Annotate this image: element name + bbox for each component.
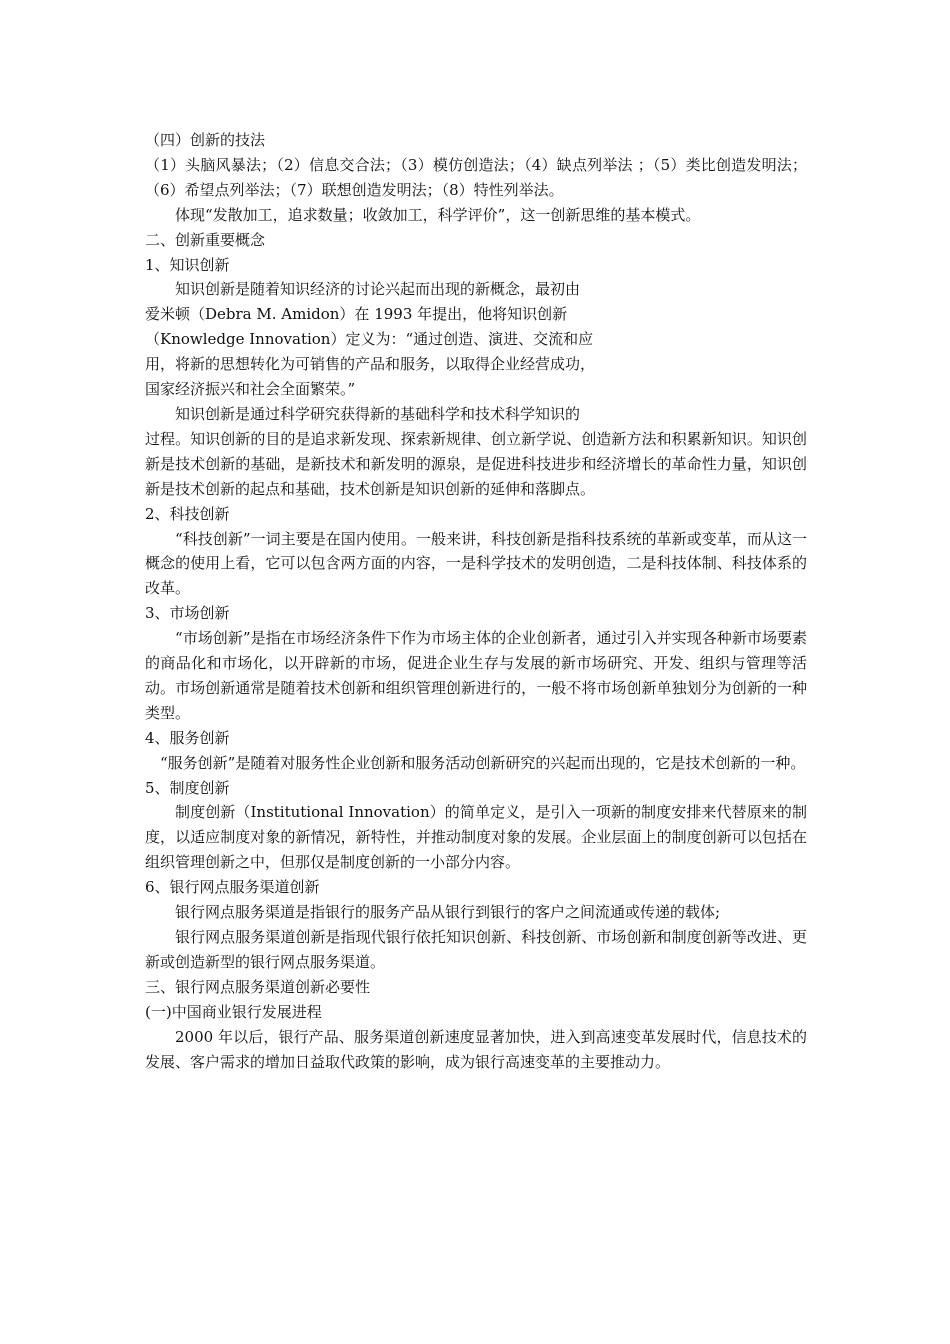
knowledge-para1-line5: 国家经济振兴和社会全面繁荣。”	[145, 380, 356, 399]
tech-innovation-para: “科技创新”一词主要是在国内使用。一般来讲，科技创新是指科技系统的革新或变革，而从这一概念的使用上看，它可以包含两方面的内容，一是科学技术的发明创造，二是科技体制、科技体系的改革。	[145, 529, 807, 598]
subheading-bank-history: (一)中国商业银行发展进程	[145, 1002, 322, 1021]
channel-innovation-para1: 银行网点服务渠道是指银行的服务产品从银行到银行的客户之间流通或传递的载体;	[175, 903, 721, 922]
document-body	[145, 128, 807, 1074]
subheading-knowledge-innovation: 1、知识创新	[145, 255, 230, 274]
channel-innovation-para2: 银行网点服务渠道创新是指现代银行依托知识创新、科技创新、市场创新和制度创新等改进、更新或创造新型的银行网点服务渠道。	[145, 928, 807, 971]
subheading-tech-innovation: 2、科技创新	[145, 504, 230, 523]
knowledge-para1-line4: 用，将新的思想转化为可销售的产品和服务，以取得企业经营成功，	[145, 355, 596, 374]
bank-history-para: 2000 年以后，银行产品、服务渠道创新速度显著加快，进入到高速变革发展时代，信息技术的发展、客户需求的增加日益取代政策的影响，成为银行高速变革的主要推动力。	[145, 1027, 807, 1071]
knowledge-para1-line2: 爱米顿（Debra M. Amidon）在 1993 年提出，他将知识创新	[145, 305, 568, 324]
market-innovation-para: “市场创新”是指在市场经济条件下作为市场主体的企业创新者，通过引入并实现各种新市场要素的商品化和市场化，以开辟新的市场，促进企业生存与发展的新市场研究、开发、组织与管理等活动。市场创新通常是随着技术创新和组织管理创新进行的，一般不将市场创新单独划分为创新的一种类型。	[145, 629, 807, 722]
techniques-summary: 体现“发散加工，追求数量；收敛加工，科学评价”，这一创新思维的基本模式。	[175, 205, 701, 224]
subheading-market-innovation: 3、市场创新	[145, 604, 230, 623]
section-heading-techniques: （四）创新的技法	[145, 131, 266, 149]
knowledge-para1-line1: 知识创新是随着知识经济的讨论兴起而出现的新概念，最初由	[175, 280, 581, 299]
knowledge-para1-line3: （Knowledge Innovation）定义为：“通过创造、演进、交流和应	[145, 330, 594, 349]
part-heading-concepts: 二、创新重要概念	[145, 230, 266, 249]
techniques-list: （1）头脑风暴法；（2）信息交合法；（3）模仿创造法；（4）缺点列举法 ；（5）类比创造发明法；（6）希望点列举法；（7）联想创造发明法；（8）特性列举法。	[145, 155, 807, 199]
knowledge-para2-line1: 知识创新是通过科学研究获得新的基础科学和技术科学知识的	[175, 404, 581, 423]
subheading-channel-innovation: 6、银行网点服务渠道创新	[145, 878, 320, 897]
knowledge-para2-rest: 过程。知识创新的目的是追求新发现、探索新规律、创立新学说、创造新方法和积累新知识。知识创新是技术创新的基础，是新技术和新发明的源泉，是促进科技进步和经济增长的革命性力量，知识创新是技术创新的起点和基础，技术创新是知识创新的延伸和落脚点。	[145, 429, 807, 498]
institution-innovation-para: 制度创新（Institutional Innovation）的简单定义，是引入一项新的制度安排来代替原来的制度，以适应制度对象的新情况，新特性，并推动制度对象的发展。企业层面上的制度创新可以包括在组织管理创新之中，但那仅是制度创新的一小部分内容。	[145, 803, 807, 872]
service-innovation-para: “服务创新”是随着对服务性企业创新和服务活动创新研究的兴起而出现的，它是技术创新的一种。	[160, 753, 806, 772]
subheading-service-innovation: 4、服务创新	[145, 728, 230, 747]
subheading-institution-innovation: 5、制度创新	[145, 778, 230, 797]
part-heading-necessity: 三、银行网点服务渠道创新必要性	[145, 977, 371, 996]
